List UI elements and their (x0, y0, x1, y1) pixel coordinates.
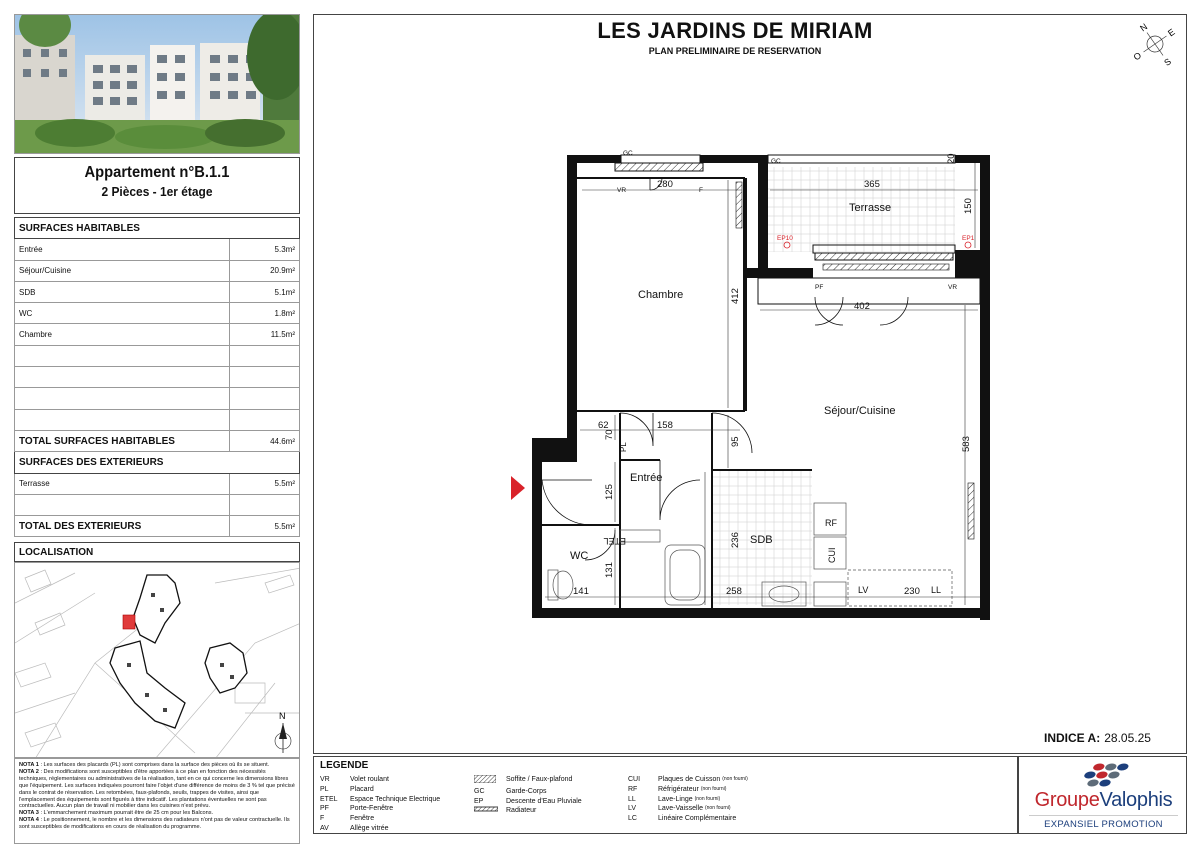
legend-title: LEGENDE (320, 760, 369, 771)
svg-text:158: 158 (657, 420, 673, 431)
note-3: NOTA 3 : L'emmarchement maximum pourrait être de 25 cm pour les Balcons. (19, 810, 214, 817)
note-2: NOTA 2 : Des modifications sont susceptibles d'être apportées à ce plan en fonction des nécessités techniques, réglementaires ou administratives de la réalisation, tant en ce qui concerne les dimensions libres que l'équipement. Les surfaces indiquées pourront faire l'objet d'une différence de moins de 3 % tel que précisé dans le contrat de réservation. Les retombées, faux-plafonds, seuils, trappes de visites, ainsi que l'emplacement des équipements sont figurés à titre indicatif. Les plantations éventuelles ne sont pas contractuelles. Aucun plan de travail ni mobilier dans les cuisines n'est prévu. (19, 768, 295, 810)
legend-item: EP Descente d'Eau Pluviale (474, 797, 582, 805)
total-exteriors-label: TOTAL DES EXTERIEURS (15, 516, 230, 537)
svg-text:VR: VR (948, 284, 958, 291)
table-row (15, 260, 300, 281)
svg-text:PF: PF (815, 284, 824, 291)
legend-item: PF Porte-Fenêtre (320, 805, 394, 813)
indice-label: INDICE A: (1044, 731, 1101, 745)
svg-text:VR: VR (617, 187, 627, 194)
svg-text:O: O (1131, 50, 1144, 63)
svg-text:402: 402 (854, 301, 870, 312)
empty-row (15, 494, 300, 515)
svg-text:E: E (1166, 26, 1177, 39)
legend-item: Radiateur (474, 806, 582, 816)
svg-text:125: 125 (604, 484, 615, 500)
notes-block (14, 758, 300, 844)
apartment-title: Appartement n°B.1.1 (84, 164, 230, 181)
hatch-swatch-icon (474, 775, 496, 783)
exteriors-heading: SURFACES DES EXTERIEURS (15, 452, 300, 473)
svg-text:PL: PL (619, 442, 628, 452)
svg-text:412: 412 (730, 288, 741, 304)
svg-text:258: 258 (726, 586, 742, 597)
surface-value: 11.5m² (230, 324, 300, 345)
svg-text:LV: LV (858, 585, 869, 595)
apartment-header (14, 157, 300, 214)
entry-arrow-icon (511, 476, 525, 500)
radiator-icon (474, 806, 498, 812)
svg-text:CUI: CUI (827, 547, 837, 563)
surface-label: Entrée (15, 239, 230, 260)
indice-revision (1044, 731, 1151, 745)
brand-logo (1018, 756, 1187, 834)
legend-item: VR Volet roulant (320, 776, 389, 783)
svg-text:150: 150 (963, 198, 974, 214)
note-1: NOTA 1 : Les surfaces des placards (PL) sont comprises dans la surface des pièces où ils se situent. (19, 762, 270, 768)
empty-row (15, 345, 300, 366)
svg-text:583: 583 (961, 436, 972, 452)
legend-item: RF Réfrigérateur (non fourni) (628, 785, 727, 793)
localisation-map (14, 562, 300, 758)
apartment-subtitle: 2 Pièces - 1er étage (101, 184, 213, 199)
surfaces-table (14, 217, 300, 537)
building-rendering-image (14, 14, 300, 154)
room-label-entree: Entrée (630, 472, 663, 484)
svg-text:LL: LL (931, 585, 942, 595)
table-row (15, 324, 300, 345)
exterior-value: 5.5m² (230, 473, 300, 494)
svg-text:365: 365 (864, 179, 880, 190)
legend-item: ETEL Espace Technique Electrique (320, 795, 441, 803)
svg-text:131: 131 (604, 562, 615, 578)
svg-text:N: N (1138, 21, 1150, 34)
svg-text:236: 236 (730, 532, 741, 548)
room-label-chambre: Chambre (638, 289, 684, 301)
total-exteriors-value: 5.5m² (230, 516, 300, 537)
legend-item: Soffite / Faux-plafond (474, 775, 582, 787)
legend-box (313, 756, 1018, 834)
legend-item: LV Lave-Vaisselle (non fourni) (628, 805, 731, 813)
surface-value: 5.3m² (230, 239, 300, 260)
exterior-label: Terrasse (15, 473, 230, 494)
legend-item: LC Linéaire Complémentaire (628, 815, 737, 823)
empty-row (15, 388, 300, 409)
surface-label: Séjour/Cuisine (15, 260, 230, 281)
svg-text:62: 62 (598, 420, 609, 431)
svg-text:S: S (1162, 56, 1173, 68)
legend-item: GC Garde-Corps (474, 787, 547, 795)
total-row (15, 430, 300, 451)
svg-text:230: 230 (904, 586, 920, 597)
room-label-wc: WC (570, 550, 589, 562)
svg-text:N: N (279, 711, 286, 721)
legend-item: AV Allège vitrée (320, 824, 389, 832)
project-subtitle: PLAN PRELIMINAIRE DE RESERVATION (648, 46, 822, 56)
surface-label: SDB (15, 281, 230, 302)
surface-value: 1.8m² (230, 303, 300, 324)
brand-name: GroupeValophis (1034, 789, 1173, 811)
apartment-location-marker (123, 615, 135, 629)
total-surfaces-label: TOTAL SURFACES HABITABLES (15, 430, 230, 451)
svg-text:20: 20 (946, 153, 957, 164)
legend-item: LL Lave-Linge (non fourni) (628, 795, 721, 803)
svg-text:EP1: EP1 (962, 235, 975, 242)
svg-text:GC: GC (771, 158, 781, 165)
surface-value: 5.1m² (230, 281, 300, 302)
table-row (15, 303, 300, 324)
valophis-mark-icon (1019, 757, 1188, 791)
svg-text:F: F (699, 187, 703, 194)
surfaces-heading: SURFACES HABITABLES (15, 218, 300, 239)
svg-text:ETEL: ETEL (603, 536, 626, 546)
compass-icon (1120, 14, 1187, 80)
empty-row (15, 409, 300, 430)
table-row (15, 281, 300, 302)
svg-text:RF: RF (825, 518, 837, 528)
table-row (15, 239, 300, 260)
svg-text:141: 141 (573, 586, 589, 597)
legend-item: F Fenêtre (320, 815, 375, 823)
legend-item: PL Placard (320, 785, 374, 793)
svg-text:280: 280 (657, 179, 673, 190)
localisation-heading: LOCALISATION (14, 542, 300, 562)
svg-text:GC: GC (623, 150, 633, 157)
floor-plan (313, 14, 1187, 754)
svg-text:EP10: EP10 (777, 235, 793, 242)
table-row (15, 473, 300, 494)
legend-col-2 (474, 775, 582, 816)
room-label-sejour: Séjour/Cuisine (824, 405, 896, 417)
legend-col-1 (320, 775, 440, 834)
total-row (15, 516, 300, 537)
svg-text:95: 95 (730, 436, 741, 447)
indice-date: 28.05.25 (1104, 731, 1151, 745)
legend-item: CUI Plaques de Cuisson (non fourni) (628, 776, 748, 783)
surface-value: 20.9m² (230, 260, 300, 281)
empty-row (15, 367, 300, 388)
svg-text:70: 70 (604, 429, 615, 440)
legend-col-3 (628, 775, 748, 824)
total-surfaces-value: 44.6m² (230, 430, 300, 451)
project-title: LES JARDINS DE MIRIAM (597, 18, 873, 43)
note-4: NOTA 4 : Le positionnement, le nombre et les dimensions des radiateurs n'ont pas de valeur contractuelle. Ils sont susceptibles de modifications en cours de réalisation du programme. (19, 817, 290, 831)
surface-label: Chambre (15, 324, 230, 345)
room-label-sdb: SDB (750, 534, 773, 546)
room-label-terrasse: Terrasse (849, 202, 892, 214)
surface-label: WC (15, 303, 230, 324)
brand-tagline: EXPANSIEL PROMOTION (1029, 815, 1178, 830)
